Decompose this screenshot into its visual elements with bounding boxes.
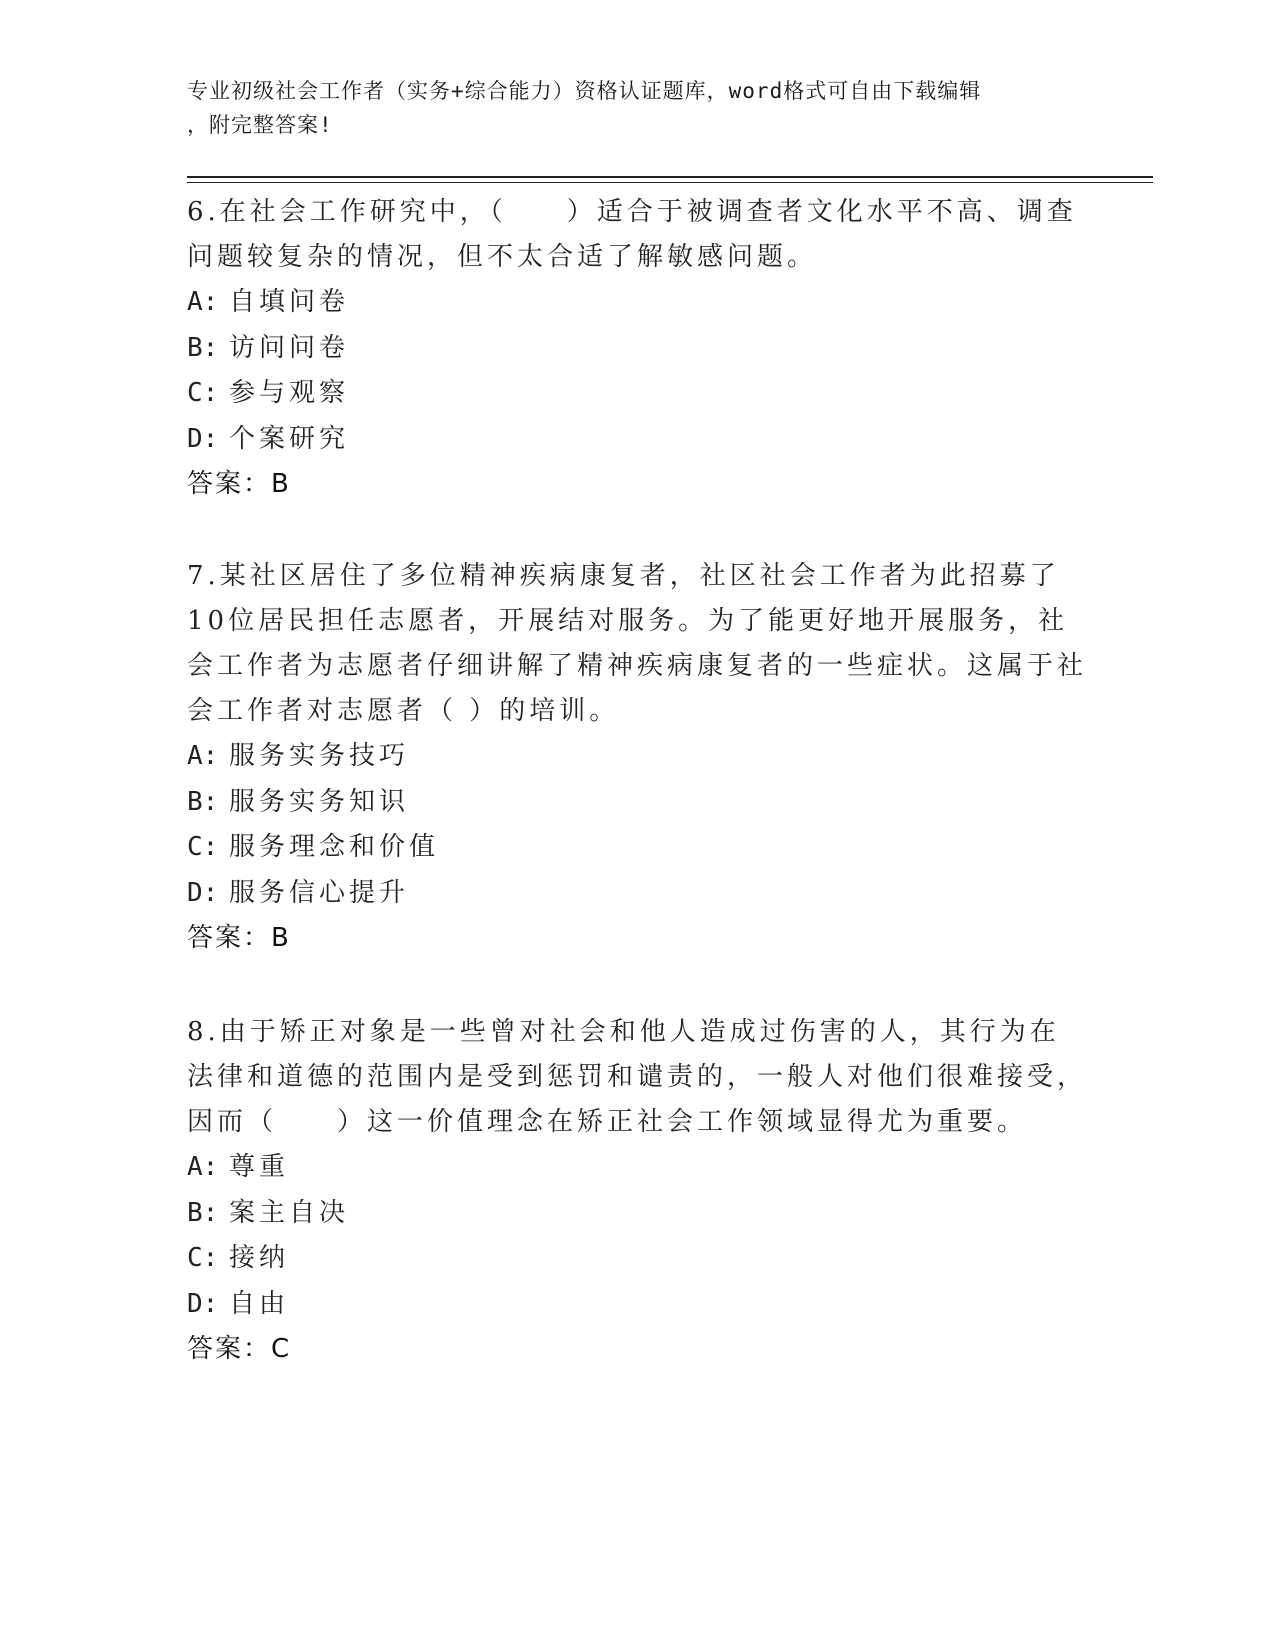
header-divider-thick — [187, 176, 1153, 178]
question-text: 8.由于矫正对象是一些曾对社会和他人造成过伤害的人，其行为在法律和道德的范围内是受到惩罚和谴责的，一般人对他们很难接受，因而（ ）这一价值理念在矫正社会工作领域显得尤为重要。 — [187, 1017, 1088, 1137]
document-header — [187, 74, 1087, 142]
header-line-2: ，附完整答案! — [187, 113, 333, 137]
header-line-1: 专业初级社会工作者（实务+综合能力）资格认证题库，word格式可自由下载编辑 — [187, 79, 982, 103]
answer-line: 答案：B — [187, 923, 291, 953]
header-divider-thin — [187, 182, 1153, 183]
option-d: D: 服务信心提升 — [187, 877, 410, 908]
option-c: C: 参与观察 — [187, 378, 350, 408]
answer-line: 答案：C — [187, 1334, 292, 1364]
option-a: A: 服务实务技巧 — [187, 741, 410, 771]
question-7 — [187, 554, 1087, 961]
option-c: C: 服务理念和价值 — [187, 832, 440, 862]
option-b: B: 访问问卷 — [187, 332, 350, 363]
option-c: C: 接纳 — [187, 1243, 290, 1273]
option-a: A: 自填问卷 — [187, 287, 350, 317]
option-b: B: 服务实务知识 — [187, 786, 410, 817]
question-8 — [187, 1010, 1087, 1372]
answer-line: 答案：B — [187, 469, 291, 499]
option-b: B: 案主自决 — [187, 1197, 350, 1228]
question-text: 7.某社区居住了多位精神疾病康复者，社区社会工作者为此招募了10位居民担任志愿者，开展结对服务。为了能更好地开展服务，社会工作者为志愿者仔细讲解了精神疾病康复者的一些症状。这属于社会工作者对志愿者（ ）的培训。 — [187, 561, 1088, 726]
question-6 — [187, 190, 1087, 507]
option-d: D: 自由 — [187, 1288, 290, 1319]
option-d: D: 个案研究 — [187, 423, 350, 454]
option-a: A: 尊重 — [187, 1152, 290, 1182]
question-text: 6.在社会工作研究中，（ ）适合于被调查者文化水平不高、调查问题较复杂的情况，但不太合适了解敏感问题。 — [187, 197, 1077, 272]
